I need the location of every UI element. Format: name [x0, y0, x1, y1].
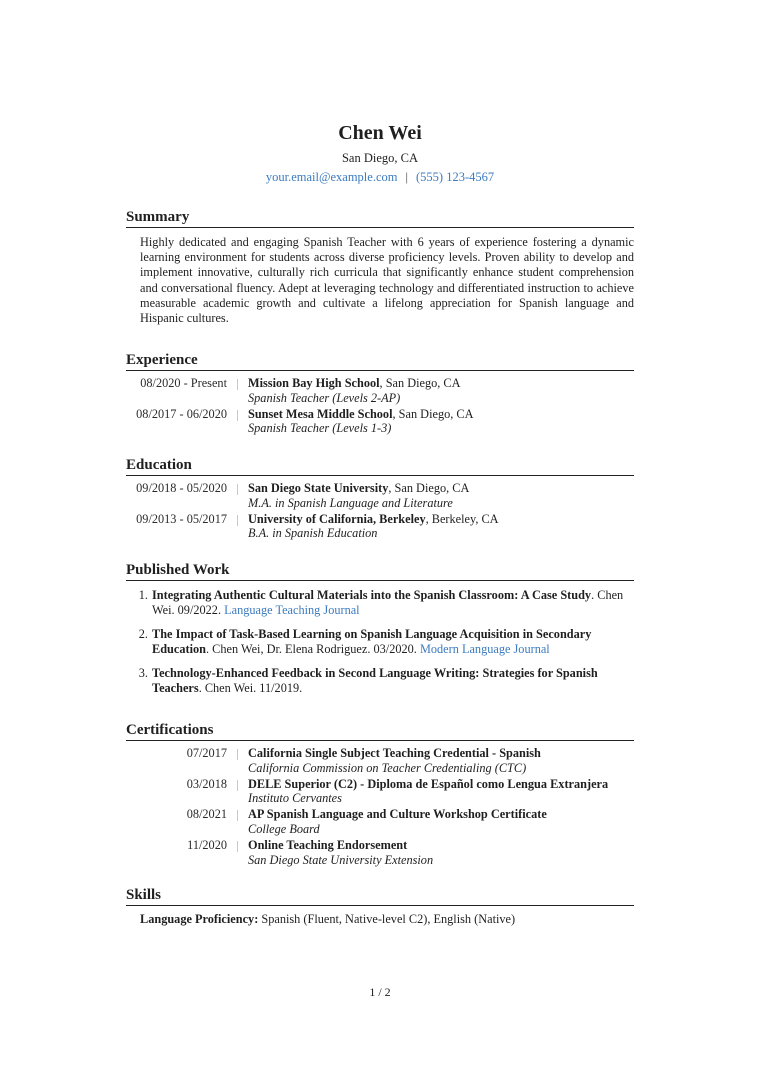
publication-meta: . Chen Wei. 11/2019.: [198, 681, 303, 695]
entry-organization: Sunset Mesa Middle School: [248, 406, 393, 421]
entry-location: , San Diego, CA: [379, 376, 461, 390]
section-title-certifications: Certifications: [126, 721, 634, 741]
entry-location: , San Diego, CA: [388, 481, 470, 495]
summary-text: Highly dedicated and engaging Spanish Teacher with 6 years of experience fostering a dynamic learning environment for students across diverse proficiency levels. Proven ability to develop and implement innovative, culturally rich curricula that significantly enhance student comprehension and conversational fluency. Adept at leveraging technology and differentiated instruction to achieve measurable academic growth and cultivate a lifelong appreciation for Spanish language and Hispanic cultures.: [140, 235, 634, 326]
publication-title: The Impact of Task-Based Learning on Spanish Language Acquisition in Secondary Education: [152, 627, 592, 656]
experience-entry: [126, 376, 634, 406]
publication-item: [126, 627, 634, 657]
section-title-education: Education: [126, 456, 634, 476]
date-divider: [237, 749, 238, 760]
summary-section: [126, 208, 634, 326]
publication-title: Integrating Authentic Cultural Materials into the Spanish Classroom: A Case Study: [152, 588, 592, 602]
section-title-experience: Experience: [126, 351, 634, 371]
skills-line: [140, 912, 634, 927]
certification-name: Online Teaching Endorsement: [248, 837, 408, 852]
section-title-summary: Summary: [126, 208, 634, 228]
certification-issuer: San Diego State University Extension: [248, 852, 434, 867]
publication-meta: . Chen Wei, Dr. Elena Rodriguez. 03/2020.: [206, 642, 420, 656]
publication-meta: . Chen Wei. 09/2022.: [152, 588, 624, 617]
entry-date: 08/2021: [186, 807, 227, 822]
certification-entry: [126, 807, 634, 837]
entry-organization: San Diego State University: [248, 481, 389, 495]
certification-issuer: Instituto Cervantes: [248, 791, 342, 806]
candidate-location: San Diego, CA: [341, 151, 419, 165]
education-section: [126, 456, 634, 541]
skill-label: Language Proficiency:: [140, 912, 259, 926]
entry-date: 11/2020: [187, 837, 227, 852]
date-divider: [237, 810, 238, 821]
published-work-section: [126, 561, 634, 705]
entry-organization: Mission Bay High School: [248, 376, 380, 390]
publication-number: 1.: [138, 588, 148, 602]
entry-degree: M.A. in Spanish Language and Literature: [248, 495, 453, 510]
entry-date: 09/2018 - 05/2020: [136, 481, 227, 495]
skill-value: Spanish (Fluent, Native-level C2), English (Native): [258, 912, 516, 926]
skills-section: [126, 886, 634, 927]
resume-header: [0, 121, 760, 185]
certification-issuer: California Commission on Teacher Credentialing (CTC): [248, 760, 527, 775]
certification-issuer: College Board: [248, 821, 320, 836]
certification-entry: [126, 777, 634, 807]
publication-list: [126, 588, 634, 696]
entry-date: 08/2020 - Present: [140, 376, 227, 390]
experience-entry: [126, 407, 634, 437]
entry-role: Spanish Teacher (Levels 1-3): [248, 421, 392, 436]
experience-section: [126, 351, 634, 436]
page-number: 1 / 2: [369, 985, 391, 999]
entry-degree: B.A. in Spanish Education: [248, 526, 378, 541]
candidate-name: Chen Wei: [338, 122, 422, 144]
publication-number: 2.: [138, 627, 148, 641]
entry-location: , Berkeley, CA: [425, 511, 499, 526]
publication-venue-link[interactable]: Modern Language Journal: [419, 642, 550, 656]
date-divider: [237, 484, 238, 495]
publication-venue-link[interactable]: Language Teaching Journal: [224, 603, 360, 617]
publication-number: 3.: [138, 666, 148, 680]
certifications-section: [126, 721, 634, 867]
certification-entry: [126, 838, 634, 868]
date-divider: [237, 841, 238, 852]
email-link[interactable]: your.email@example.com: [265, 170, 398, 184]
contact-separator: |: [405, 170, 408, 184]
date-divider: [237, 515, 238, 526]
entry-organization: University of California, Berkeley: [248, 511, 426, 526]
entry-location: , San Diego, CA: [392, 406, 474, 421]
publication-title: Technology-Enhanced Feedback in Second Language Writing: Strategies for Spanish Teachers: [152, 666, 598, 695]
entry-date: 08/2017 - 06/2020: [136, 406, 227, 421]
education-entry: [126, 481, 634, 511]
phone-link[interactable]: (555) 123-4567: [416, 170, 495, 184]
entry-date: 07/2017: [186, 746, 227, 760]
entry-date: 09/2013 - 05/2017: [136, 511, 227, 526]
date-divider: [237, 410, 238, 421]
certification-entry: [126, 746, 634, 776]
certification-name: AP Spanish Language and Culture Workshop Certificate: [248, 807, 547, 822]
certification-name: California Single Subject Teaching Credential - Spanish: [248, 746, 541, 760]
publication-item: [126, 588, 634, 618]
entry-role: Spanish Teacher (Levels 2-AP): [248, 390, 401, 405]
section-title-skills: Skills: [126, 886, 634, 906]
education-entry: [126, 512, 634, 542]
section-title-published: Published Work: [126, 561, 634, 581]
certification-name: DELE Superior (C2) - Diploma de Español como Lengua Extranjera: [248, 776, 609, 791]
entry-date: 03/2018: [186, 776, 227, 791]
publication-item: [126, 666, 634, 696]
date-divider: [237, 379, 238, 390]
date-divider: [237, 780, 238, 791]
contact-line: [0, 169, 760, 185]
